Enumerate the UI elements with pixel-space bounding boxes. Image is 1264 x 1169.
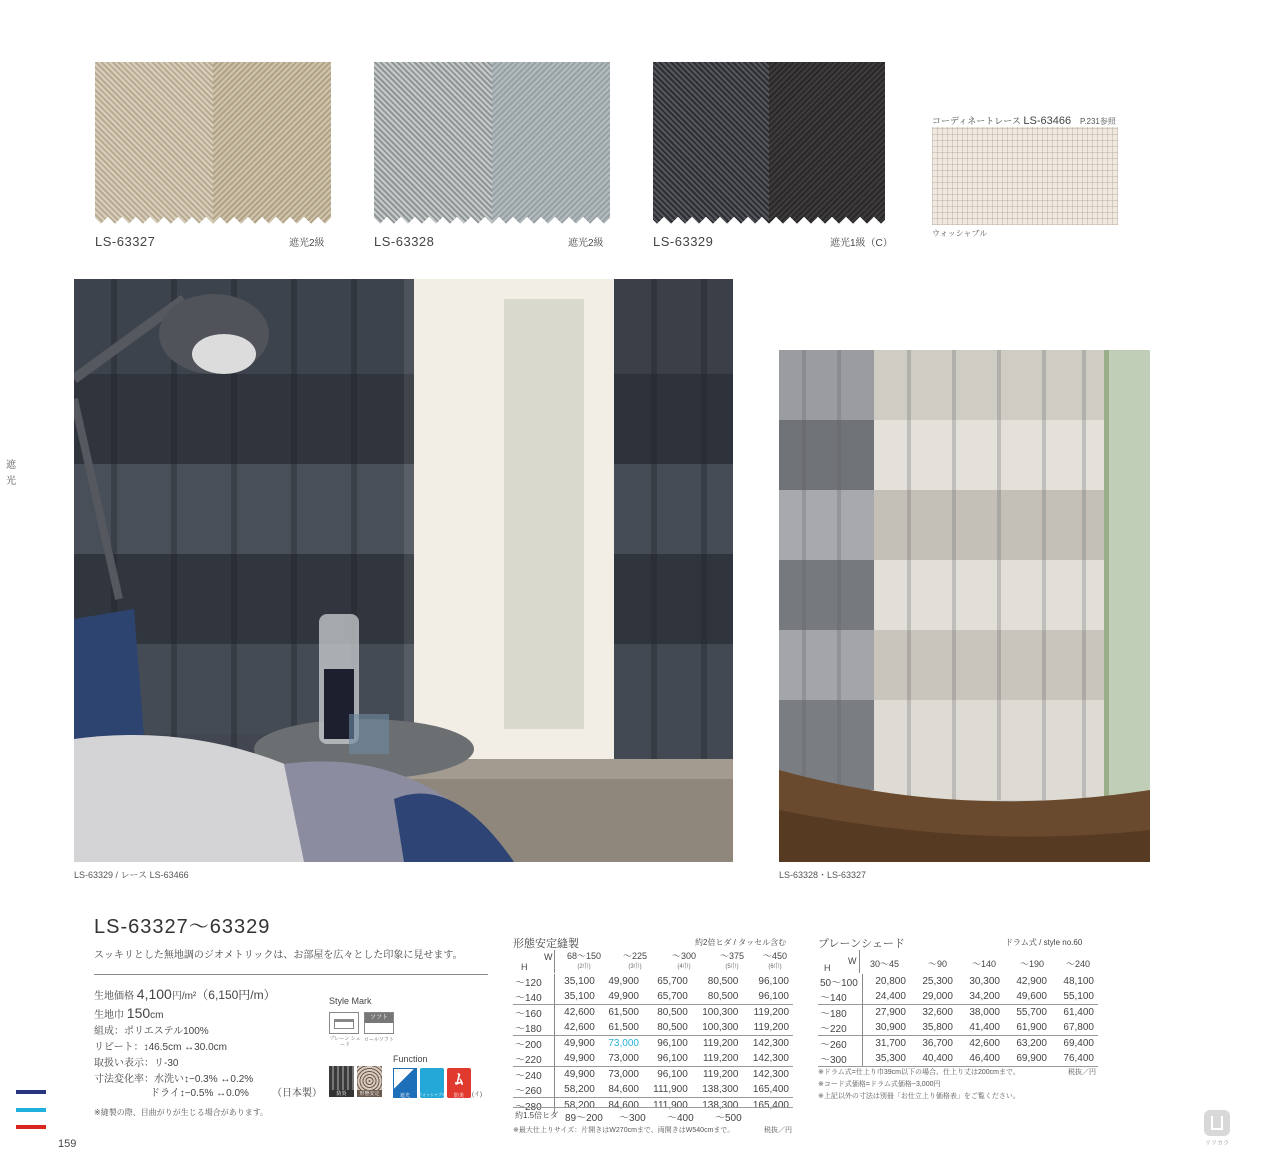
side-label: 遮光 [6, 460, 16, 487]
flame-icon: ﾑ [447, 1068, 471, 1098]
col-sub: (3巾) [628, 964, 642, 970]
price-cell: 84,600 [599, 1098, 643, 1114]
table2-col-3: 〜190 [1020, 959, 1045, 969]
product-title: LS-63327〜63329 [94, 916, 271, 938]
table2-note-2: ※上記以外の寸法は別冊「お仕立上り価格表」をご覧ください。 [818, 1093, 1020, 1100]
row-height-label: 〜300 [818, 1051, 862, 1066]
col-range: 〜225 [622, 951, 648, 961]
price-cell: 30,300 [969, 976, 1000, 987]
price-cell: 61,500 [608, 1022, 639, 1033]
shrink-water-value: 水洗い↕−0.3% ↔0.2% [154, 1074, 254, 1085]
price-cell: 96,100 [758, 991, 789, 1002]
lace-ref: P.231参照 [1080, 117, 1116, 126]
price-cell: 24,400 [875, 991, 906, 1002]
handling: 取扱い表示：リ-30 [94, 1058, 179, 1069]
row-height-label: 〜160 [513, 1005, 554, 1021]
row-height-label: 〜180 [818, 1005, 862, 1021]
price-cell: 73,000 [608, 1053, 639, 1064]
roll-soft-label: ロールソフト [364, 1037, 394, 1043]
price-cell: 42,600 [957, 1036, 1004, 1052]
foot-1: 〜300 [619, 1113, 646, 1124]
price-cell: 111,900 [643, 1098, 692, 1114]
price-cell: 65,700 [657, 976, 688, 987]
table2-title: プレーンシェード [818, 938, 905, 950]
price-cell: 49,600 [1016, 991, 1047, 1002]
table2-header-divider [859, 950, 860, 973]
price-cell: 29,000 [922, 991, 953, 1002]
washable-icon-label: ウォッシャブル [418, 1092, 446, 1097]
price-cell: 61,900 [1016, 1022, 1047, 1033]
soft-mark [364, 1012, 394, 1034]
price-cell: 100,300 [692, 1005, 743, 1021]
table-row [513, 989, 793, 1005]
price-label: 生地価格 [94, 991, 134, 1002]
repeat: リピート：↕46.5cm ↔30.0cm [94, 1042, 227, 1053]
swatch-grade: 遮光2級 [289, 238, 325, 249]
table2-note-1: ※コード式価格=ドラム式価格−3,000円 [818, 1081, 941, 1088]
table-row [513, 1020, 793, 1036]
table2-col-0: 30〜45 [870, 959, 900, 969]
lace-swatch [932, 127, 1118, 225]
flame-icon-label: 防炎 [453, 1093, 464, 1099]
width-label: 生地巾 [94, 1010, 124, 1021]
table2-body [818, 974, 1098, 1066]
col-range: 〜300 [671, 951, 697, 961]
style-mark-label: Style Mark [329, 996, 372, 1006]
composition: 組成：ポリエステル100% [94, 1026, 209, 1037]
price-cell: 35,100 [564, 991, 595, 1002]
price-cell: 80,500 [707, 976, 739, 987]
price-cell: 96,100 [643, 1067, 692, 1083]
price-cell: 96,100 [758, 976, 789, 987]
price-cell: 138,300 [692, 1098, 743, 1114]
table-row [818, 1020, 1098, 1036]
price-cell: 58,200 [564, 1084, 595, 1095]
price-cell: 80,500 [643, 1005, 692, 1021]
swatch-ls-63328 [374, 62, 610, 224]
table1-col-3 [709, 952, 755, 972]
swatch-ls-63329 [653, 62, 885, 224]
col-sub: (5巾) [725, 964, 739, 970]
price-unit: 円/m² [171, 991, 197, 1002]
row-height-label: 50〜100 [818, 974, 862, 989]
photo-right-caption: LS-63328・LS-63327 [779, 870, 867, 880]
table2-col-1: 〜90 [928, 959, 948, 969]
foot-2: 〜400 [667, 1113, 694, 1124]
price-cell: 49,900 [554, 1067, 599, 1083]
room-photo-right-illustration [779, 350, 1150, 862]
col-range: 〜375 [719, 951, 745, 961]
product-note: ※縫製の際、目曲がりが生じる場合があります。 [94, 1108, 269, 1117]
price-cell: 96,100 [643, 1036, 692, 1052]
table1-body [513, 974, 793, 1113]
row-height-label: 〜140 [513, 989, 554, 1005]
brand-stripe-cyan [16, 1108, 46, 1112]
page-number: 159 [58, 1138, 77, 1150]
price-cell: 55,700 [1004, 1005, 1051, 1021]
price-cell: 40,400 [922, 1053, 953, 1064]
price-cell: 41,400 [969, 1022, 1000, 1033]
price-cell: 49,900 [608, 976, 639, 987]
price-cell: 35,100 [564, 976, 595, 987]
shrink-dry: ドライ↕−0.5% ↔0.0% [150, 1088, 249, 1099]
lace-title-text: コーディネートレース [932, 116, 1021, 126]
table-row [818, 1005, 1098, 1021]
price-cell: 32,600 [910, 1005, 957, 1021]
table-row [513, 1051, 793, 1067]
price-cell: 48,100 [1063, 976, 1094, 987]
table2-note: ドラム式 / style no.60 [1005, 938, 1083, 947]
price-cell: 27,900 [862, 1005, 910, 1021]
col-sub: (2巾) [577, 964, 591, 970]
table2-tax: 税抜／円 [1068, 1069, 1096, 1076]
swatch-code: LS-63329 [653, 234, 714, 249]
table2-notes [818, 1066, 1098, 1103]
table-row [818, 989, 1098, 1005]
price-cell: 165,400 [742, 1098, 793, 1114]
flame-class-label: (イ) [472, 1092, 482, 1098]
table2-note-0: ※ドラム式=仕上り巾39cm以下の場合、仕上り丈は200cmまで。 [818, 1069, 1020, 1076]
plain-shade-label: プレーン シェード [329, 1036, 361, 1048]
price-cell: 73,000 [599, 1067, 643, 1083]
swatch-code: LS-63327 [95, 234, 156, 249]
table1-col-4 [755, 952, 795, 972]
row-height-label: 〜280 [513, 1098, 554, 1114]
table1-tax: 税抜／円 [764, 1127, 792, 1134]
shrink-label: 寸法変化率： [94, 1074, 154, 1085]
price-cell: 63,200 [1004, 1036, 1051, 1052]
row-height-label: 〜260 [818, 1036, 862, 1052]
row-height-label: 〜260 [513, 1082, 554, 1098]
price-line [94, 986, 276, 1005]
price-cell: 58,200 [554, 1098, 599, 1114]
table1-note: 約2倍ヒダ / タッセル含む [695, 938, 787, 947]
price-alt: （6,150円/m） [196, 988, 276, 1002]
col-range: 〜450 [762, 951, 788, 961]
table2-header [818, 950, 1098, 973]
brand-stripe-red [16, 1125, 46, 1129]
price-cell: 34,200 [969, 991, 1000, 1002]
table-row [513, 1082, 793, 1098]
table2-col-2: 〜140 [972, 959, 997, 969]
price-cell: 119,200 [692, 1067, 743, 1083]
lace-code: LS-63466 [1023, 115, 1072, 127]
price-cell: 142,300 [752, 1053, 789, 1064]
price-cell: 119,200 [702, 1053, 739, 1064]
price-cell: 67,800 [1063, 1022, 1094, 1033]
table1-header [513, 950, 793, 973]
table-row [513, 974, 793, 989]
photo-left-caption: LS-63329 / レース LS-63466 [74, 870, 189, 880]
room-photo-right [779, 350, 1150, 862]
swatch-ls-63327 [95, 62, 331, 224]
row-height-label: 〜240 [513, 1067, 554, 1083]
brand-logo [1203, 1110, 1231, 1148]
row-height-label: 〜120 [513, 974, 554, 989]
col-sub: (4巾) [677, 964, 691, 970]
foot-label: 約1.5倍ヒダ [515, 1111, 559, 1120]
flame-retardant-label: 防炎 [329, 1090, 354, 1097]
price-cell: 42,600 [564, 1022, 595, 1033]
table1-col-2 [661, 952, 707, 972]
table1-w-label: W [544, 952, 553, 962]
brand-stripe-navy [16, 1090, 46, 1094]
price-cell: 119,200 [692, 1036, 743, 1052]
brand-logo-mark [1211, 1116, 1223, 1130]
price-cell: 61,500 [599, 1005, 643, 1021]
price-cell: 138,300 [702, 1084, 739, 1095]
product-divider [94, 974, 488, 975]
table-row [513, 1067, 793, 1083]
price-cell: 46,400 [969, 1053, 1000, 1064]
price-cell: 165,400 [752, 1084, 789, 1095]
price-cell: 73,000 [599, 1036, 643, 1052]
row-height-label: 〜140 [818, 989, 862, 1005]
price-cell: 31,700 [862, 1036, 910, 1052]
price-cell: 38,000 [957, 1005, 1004, 1021]
width-value: 150 [126, 1005, 151, 1021]
row-height-label: 〜220 [513, 1051, 554, 1067]
price-cell: 76,400 [1063, 1053, 1094, 1064]
price-cell: 30,900 [875, 1022, 906, 1033]
table-row [513, 1036, 793, 1052]
price-cell: 36,700 [910, 1036, 957, 1052]
table1-col-1 [613, 952, 657, 972]
table-row [818, 974, 1098, 989]
table1-h-label: H [521, 962, 528, 972]
price-cell: 35,300 [875, 1053, 906, 1064]
plain-shade-mark [329, 1012, 359, 1034]
swatch-grade: 遮光1級（C） [830, 238, 893, 249]
price-cell: 80,500 [707, 991, 739, 1002]
price-cell: 49,900 [564, 1053, 595, 1064]
price-cell: 142,300 [742, 1036, 793, 1052]
table1-footnote: ※最大仕上りサイズ：片開きはW270cmまで、両開きはW540cmまで。 [513, 1127, 735, 1134]
room-photo-left [74, 279, 733, 862]
price-cell: 119,200 [742, 1005, 793, 1021]
price-cell: 49,900 [554, 1036, 599, 1052]
price-cell: 25,300 [922, 976, 953, 987]
row-height-label: 〜180 [513, 1020, 554, 1036]
table1-foot [513, 1107, 793, 1124]
price-cell: 55,100 [1063, 991, 1094, 1002]
swatch-grade: 遮光2級 [568, 238, 604, 249]
room-photo-left-illustration [74, 279, 733, 862]
lace-title [932, 114, 1071, 127]
row-height-label: 〜220 [818, 1020, 862, 1036]
price-value: 4,100 [136, 986, 172, 1002]
price-cell: 42,600 [554, 1005, 599, 1021]
table2-col-4: 〜240 [1066, 959, 1091, 969]
brand-name: リリカラ [1205, 1141, 1229, 1147]
price-cell: 111,900 [653, 1084, 688, 1095]
price-cell: 84,600 [608, 1084, 639, 1095]
foot-3: 〜500 [715, 1113, 742, 1124]
table-row [818, 1051, 1098, 1066]
price-cell: 35,800 [922, 1022, 953, 1033]
price-cell: 69,400 [1051, 1036, 1098, 1052]
price-cell: 61,400 [1051, 1005, 1098, 1021]
width-line [94, 1005, 163, 1024]
blackout-icon-label: 遮光 [399, 1093, 410, 1099]
col-range: 68〜150 [566, 951, 602, 961]
price-cell: 142,300 [742, 1067, 793, 1083]
price-cell: 100,300 [702, 1022, 739, 1033]
function-label: Function [393, 1054, 428, 1064]
price-cell: 42,900 [1016, 976, 1047, 987]
price-cell: 20,800 [875, 976, 906, 987]
price-cell: 49,900 [608, 991, 639, 1002]
table2-h-label: H [824, 963, 831, 973]
price-cell: 80,500 [657, 1022, 688, 1033]
row-height-label: 〜200 [513, 1036, 554, 1052]
brand-logo-icon [1204, 1110, 1230, 1136]
soft-mark-label: ソフト [365, 1013, 393, 1023]
product-description: スッキリとした無地調のジオメトリックは、お部屋を広々とした印象に見せます。 [94, 950, 463, 961]
col-sub: (6巾) [768, 964, 782, 970]
table1-header-divider [554, 950, 555, 973]
table-row [513, 1005, 793, 1021]
form-stable-label: 形態安定 [357, 1090, 382, 1097]
table1-title: 形態安定縫製 [513, 938, 579, 950]
table-row [818, 1036, 1098, 1052]
origin: （日本製） [272, 1088, 322, 1099]
foot-0: 89〜200 [565, 1113, 603, 1124]
price-cell: 69,900 [1016, 1053, 1047, 1064]
plain-shade-icon [334, 1019, 354, 1029]
swatch-code: LS-63328 [374, 234, 435, 249]
table2-w-label: W [848, 956, 857, 966]
price-cell: 96,100 [657, 1053, 688, 1064]
width-unit: cm [150, 1010, 164, 1021]
table1-col-0 [559, 952, 609, 972]
price-cell: 119,200 [753, 1022, 789, 1033]
lace-note: ウォッシャブル [932, 229, 988, 238]
price-cell: 65,700 [657, 991, 688, 1002]
